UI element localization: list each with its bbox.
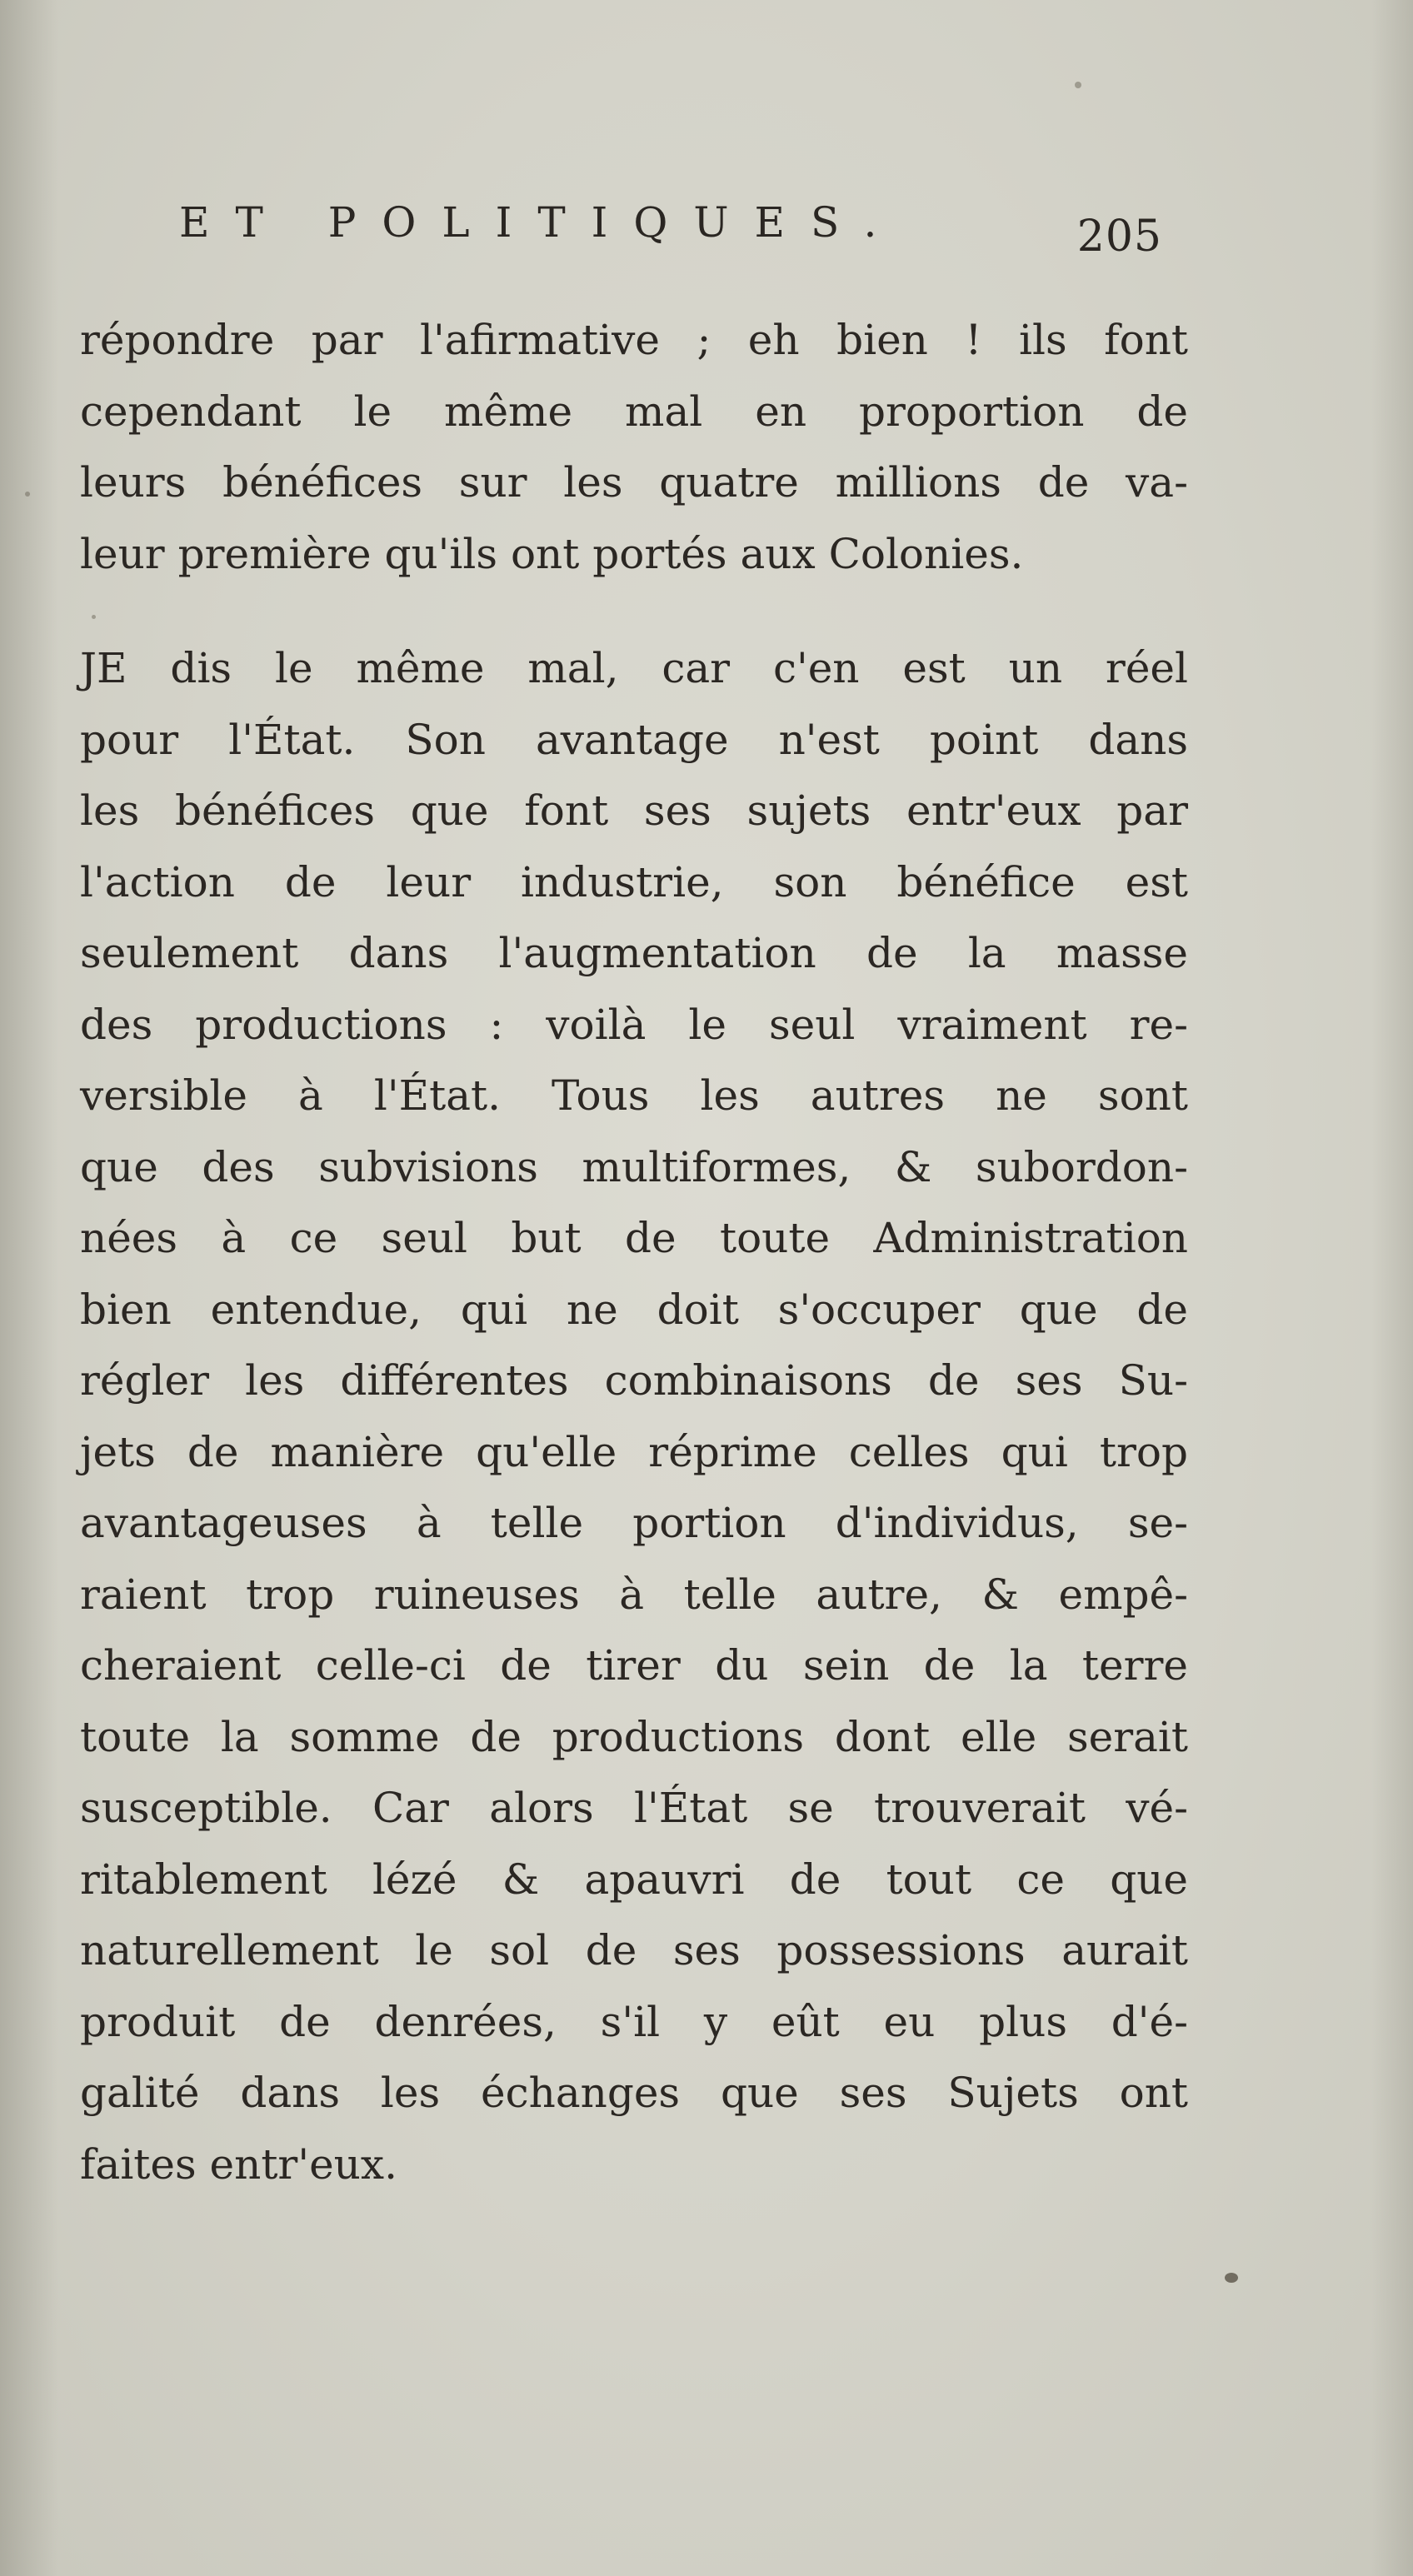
text-line: cheraient celle-ci de tirer du sein de la terre <box>80 1641 1188 1690</box>
text-line: que des subvisions multiformes, & subordon- <box>80 1142 1188 1191</box>
page-number: 205 <box>1076 212 1162 262</box>
paper-speck <box>92 615 96 619</box>
text-line: régler les différentes combinaisons de ses Su- <box>80 1356 1188 1405</box>
text-line: pour l'État. Son avantage n'est point dans <box>80 715 1188 764</box>
text-line: ritablement lézé & apauvri de tout ce que <box>80 1855 1188 1904</box>
text-line: nées à ce seul but de toute Administration <box>80 1214 1188 1262</box>
running-head: ET POLITIQUES. <box>179 198 903 247</box>
text-line: avantageuses à telle portion d'individus, se- <box>80 1499 1188 1547</box>
text-line: raient trop ruineuses à telle autre, & empê- <box>80 1570 1188 1619</box>
text-line: cependant le même mal en proportion de <box>80 387 1188 436</box>
text-line: leur première qu'ils ont portés aux Colonies. <box>80 529 1024 578</box>
text-line: toute la somme de productions dont elle serait <box>80 1712 1188 1761</box>
text-line: JE dis le même mal, car c'en est un réel <box>80 644 1188 692</box>
text-line: versible à l'État. Tous les autres ne sont <box>80 1071 1188 1120</box>
body-text <box>80 305 1188 2200</box>
text-line: leurs bénéfices sur les quatre millions de va- <box>80 458 1188 507</box>
text-line: des productions : voilà le seul vraiment re- <box>80 1000 1188 1049</box>
page-header <box>179 198 1162 273</box>
text-line: jets de manière qu'elle réprime celles qui trop <box>80 1427 1188 1476</box>
text-line: l'action de leur industrie, son bénéfice est <box>80 857 1188 906</box>
text-line: naturellement le sol de ses possessions aurait <box>80 1926 1188 1974</box>
text-line: seulement dans l'augmentation de la masse <box>80 929 1188 977</box>
text-line: répondre par l'afirmative ; eh bien ! ils font <box>80 316 1188 364</box>
paragraph-gap <box>80 590 1188 633</box>
text-line: produit de denrées, s'il y eût eu plus d'é- <box>80 1997 1188 2046</box>
paper-speck <box>25 492 30 497</box>
text-line: les bénéfices que font ses sujets entr'eux par <box>80 786 1188 835</box>
ink-speck-ornament <box>1225 2273 1238 2283</box>
text-line: bien entendue, qui ne doit s'occuper que de <box>80 1285 1188 1334</box>
text-line: susceptible. Car alors l'État se trouverait vé- <box>80 1784 1188 1832</box>
paper-speck <box>1075 82 1081 88</box>
text-line: galité dans les échanges que ses Sujets ont <box>80 2069 1188 2117</box>
text-line: faites entr'eux. <box>80 2139 397 2189</box>
